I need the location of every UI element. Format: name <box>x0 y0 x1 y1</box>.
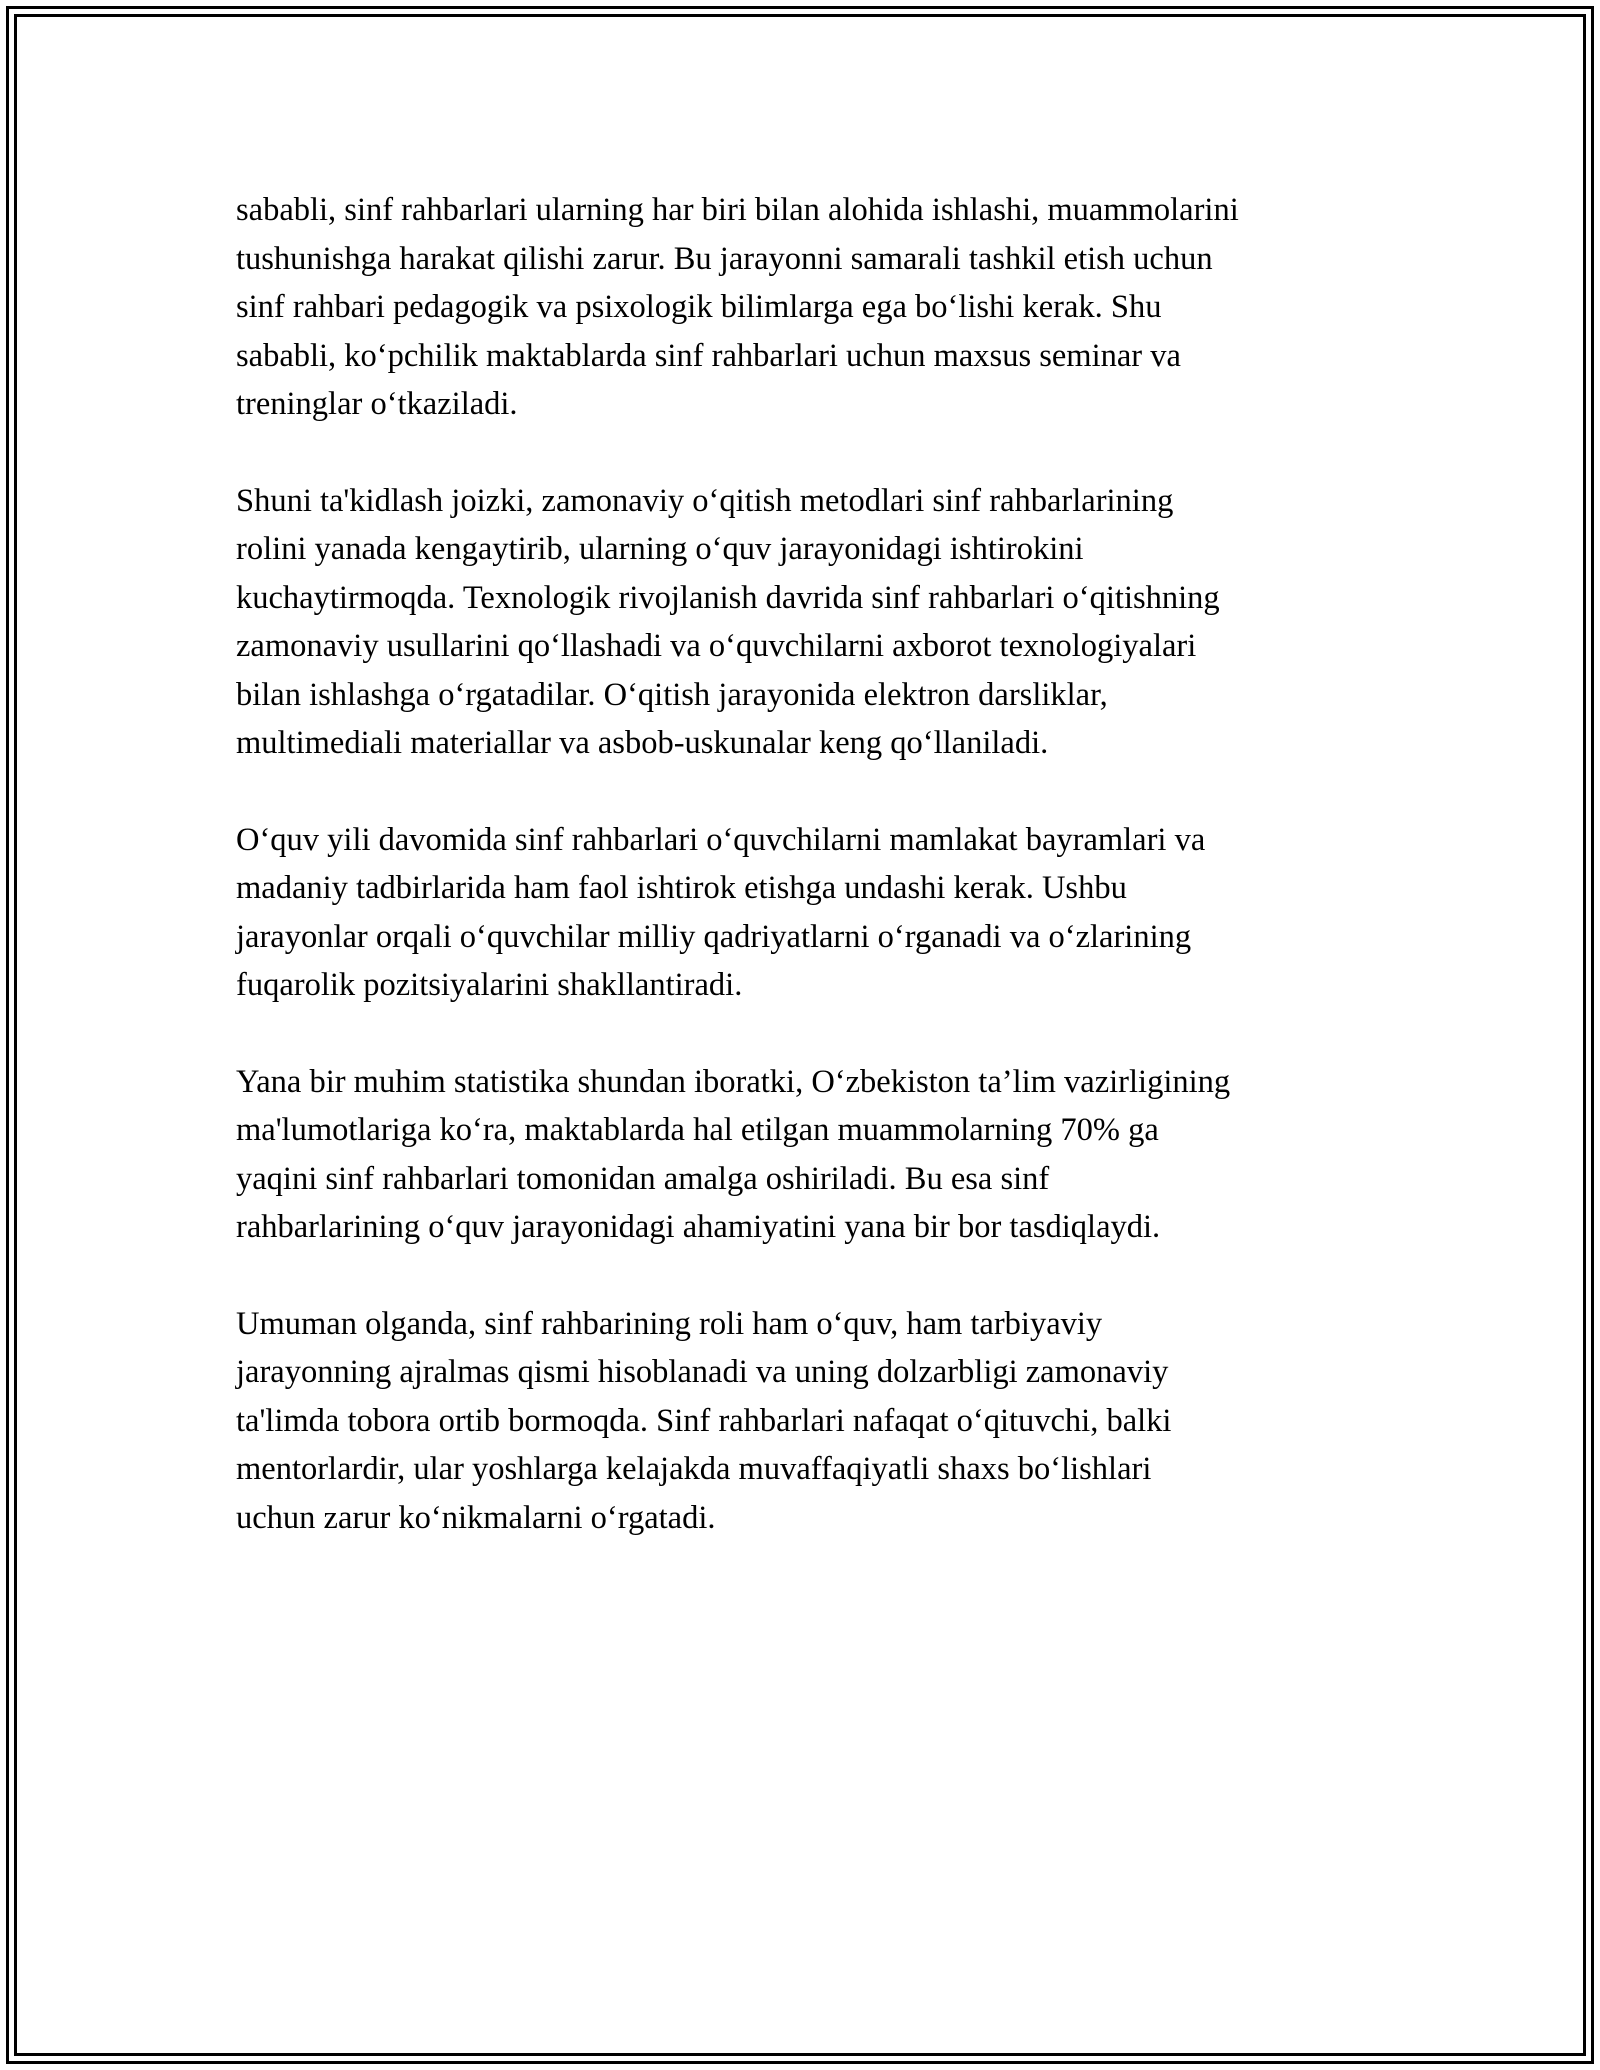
text-line: rolini yanada kengaytirib, ularning o‘quv jarayonidagi ishtirokini <box>236 531 1084 567</box>
text-line: tushunishga harakat qilishi zarur. Bu jarayonni samarali tashkil etish uchun <box>236 240 1213 277</box>
text-line: kuchaytirmoqda. Texnologik rivojlanish davrida sinf rahbarlari o‘qitishning <box>236 579 1220 616</box>
text-line: jarayonning ajralmas qismi hisoblanadi va uning dolzarbligi zamonaviy <box>236 1354 1169 1390</box>
text-line: ma'lumotlariga ko‘ra, maktablarda hal etilgan muammolarning 70% ga <box>236 1112 1159 1148</box>
paragraph-4 <box>236 1058 1376 1252</box>
text-line: fuqarolik pozitsiyalarini shakllantiradi. <box>236 967 743 1003</box>
text-line: ta'limda tobora ortib bormoqda. Sinf rahbarlari nafaqat o‘qituvchi, balki <box>236 1402 1172 1439</box>
text-line: sinf rahbari pedagogik va psixologik bilimlarga ega bo‘lishi kerak. Shu <box>236 289 1162 325</box>
text-line: Shuni ta'kidlash joizki, zamonaviy o‘qitish metodlari sinf rahbarlarining <box>236 482 1174 519</box>
document-body <box>236 186 1376 1590</box>
text-line: sababli, sinf rahbarlari ularning har biri bilan alohida ishlashi, muammolarini <box>236 192 1239 228</box>
text-line: treninglar o‘tkaziladi. <box>236 386 518 422</box>
paragraph-2 <box>236 477 1376 768</box>
text-line: mentorlardir, ular yoshlarga kelajakda muvaffaqiyatli shaxs bo‘lishlari <box>236 1451 1152 1487</box>
text-line: bilan ishlashga o‘rgatadilar. O‘qitish jarayonida elektron darsliklar, <box>236 676 1108 713</box>
text-line: uchun zarur ko‘nikmalarni o‘rgatadi. <box>236 1499 716 1536</box>
text-line: O‘quv yili davomida sinf rahbarlari o‘quvchilarni mamlakat bayramlari va <box>236 821 1206 858</box>
paragraph-5 <box>236 1300 1376 1543</box>
text-line: yaqini sinf rahbarlari tomonidan amalga oshiriladi. Bu esa sinf <box>236 1160 1050 1197</box>
text-line: Yana bir muhim statistika shundan iboratki, O‘zbekiston ta’lim vazirligining <box>236 1063 1231 1100</box>
text-line: multimediali materiallar va asbob-uskunalar keng qo‘llaniladi. <box>236 725 1049 761</box>
text-line: rahbarlarining o‘quv jarayonidagi ahamiyatini yana bir bor tasdiqlaydi. <box>236 1209 1161 1245</box>
text-line: Umuman olganda, sinf rahbarining roli ham o‘quv, ham tarbiyaviy <box>236 1305 1103 1342</box>
text-line: jarayonlar orqali o‘quvchilar milliy qadriyatlarni o‘rganadi va o‘zlarining <box>236 918 1192 955</box>
text-line: zamonaviy usullarini qo‘llashadi va o‘quvchilarni axborot texnologiyalari <box>236 628 1197 664</box>
text-line: madaniy tadbirlarida ham faol ishtirok etishga undashi kerak. Ushbu <box>236 870 1127 906</box>
text-line: sababli, ko‘pchilik maktablarda sinf rahbarlari uchun maxsus seminar va <box>236 337 1181 374</box>
paragraph-1 <box>236 186 1376 429</box>
paragraph-3 <box>236 816 1376 1010</box>
